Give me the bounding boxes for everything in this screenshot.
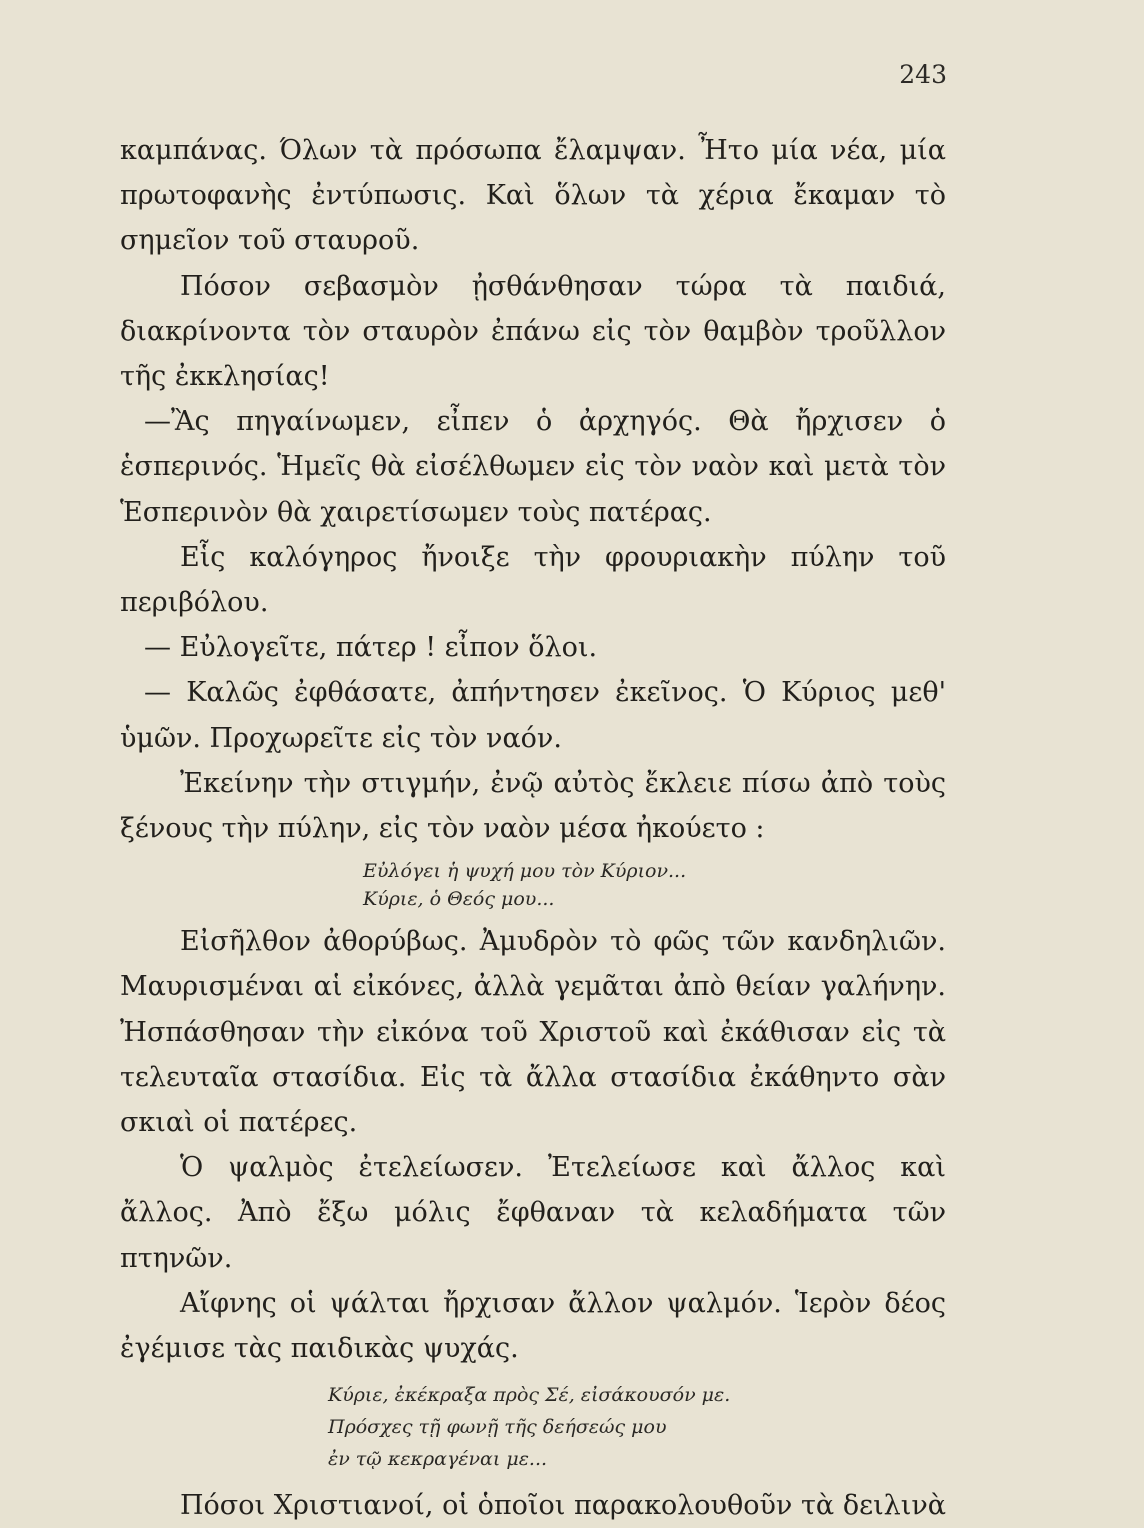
verse-quote-1	[120, 851, 946, 919]
verse-line: Κύριε, ὁ Θεός μου...	[363, 888, 555, 911]
verse-line: ἐν τῷ κεκραγέναι με...	[328, 1448, 548, 1471]
page-number: 243	[899, 60, 947, 89]
verse-line: Κύριε, ἐκέκραξα πρὸς Σέ, εἰσάκουσόν με.	[328, 1384, 731, 1407]
paragraph-8: Εἰσῆλθον ἀθορύβως. Ἀμυδρὸν τὸ φῶς τῶν κανδηλιῶν. Μαυρισμέναι αἱ εἰκόνες, ἀλλὰ γεμᾶται ἀπὸ θείαν γαλήνην. Ἠσπάσθησαν τὴν εἰκόνα τοῦ Χριστοῦ καὶ ἐκάθισαν εἰς τὰ τελευταῖα στασίδια. Εἰς τὰ ἄλλα στασίδια ἐκάθηντο σὰν σκιαὶ οἱ πατέρες.	[120, 926, 946, 1139]
paragraph-9: Ὁ ψαλμὸς ἐτελείωσεν. Ἐτελείωσε καὶ ἄλλος καὶ ἄλλος. Ἀπὸ ἔξω μόλις ἔφθαναν τὰ κελαδήματα τῶν πτηνῶν.	[120, 1152, 946, 1274]
verse-line: Πρόσχες τῇ φωνῇ τῆς δεήσεώς μου	[328, 1416, 667, 1439]
paragraph-10: Αἴφνης οἱ ψάλται ἤρχισαν ἄλλον ψαλμόν. Ἱερὸν δέος ἐγέμισε τὰς παιδικὰς ψυχάς.	[120, 1287, 946, 1365]
verse-line: Εὐλόγει ἡ ψυχή μου τὸν Κύριον...	[363, 860, 687, 883]
paragraph-1: καμπάνας. Όλων τὰ πρόσωπα ἔλαμψαν. Ἦτο μία νέα, μία πρωτοφανὴς ἐντύπωσις. Καὶ ὅλων τὰ χέρια ἔκαμαν τὸ σημεῖον τοῦ σταυροῦ.	[120, 135, 946, 257]
paragraph-11: Πόσοι Χριστιανοί, οἱ ὁποῖοι παρακολουθοῦν τὰ δειλινὰ	[180, 1490, 946, 1522]
paragraph-2: Πόσον σεβασμὸν ᾐσθάνθησαν τώρα τὰ παιδιά, διακρίνοντα τὸν σταυρὸν ἐπάνω εἰς τὸν θαμβὸν τροῦλλον τῆς ἐκκλησίας!	[120, 270, 946, 393]
body-text	[120, 128, 946, 1528]
paragraph-6: — Καλῶς ἐφθάσατε, ἀπήντησεν ἐκεῖνος. Ὁ Κύριος μεθ' ὑμῶν. Προχωρεῖτε εἰς τὸν ναόν.	[120, 677, 946, 754]
paragraph-4: Εἷς καλόγηρος ἤνοιξε τὴν φρουριακὴν πύλην τοῦ περιβόλου.	[120, 541, 946, 619]
paragraph-3: —Ἂς πηγαίνωμεν, εἶπεν ὁ ἀρχηγός. Θὰ ἤρχισεν ὁ ἑσπερινός. Ἡμεῖς θὰ εἰσέλθωμεν εἰς τὸν ναὸν καὶ μετὰ τὸν Ἑσπερινὸν θὰ χαιρετίσωμεν τοὺς πατέρας.	[120, 406, 946, 528]
paragraph-7: Ἐκείνην τὴν στιγμήν, ἐνῷ αὐτὸς ἔκλειε πίσω ἀπὸ τοὺς ξένους τὴν πύλην, εἰς τὸν ναὸν μέσα ἠκούετο :	[120, 767, 946, 845]
verse-quote-2	[120, 1371, 946, 1483]
paragraph-5: — Εὐλογεῖτε, πάτερ ! εἶπον ὅλοι.	[144, 632, 598, 664]
